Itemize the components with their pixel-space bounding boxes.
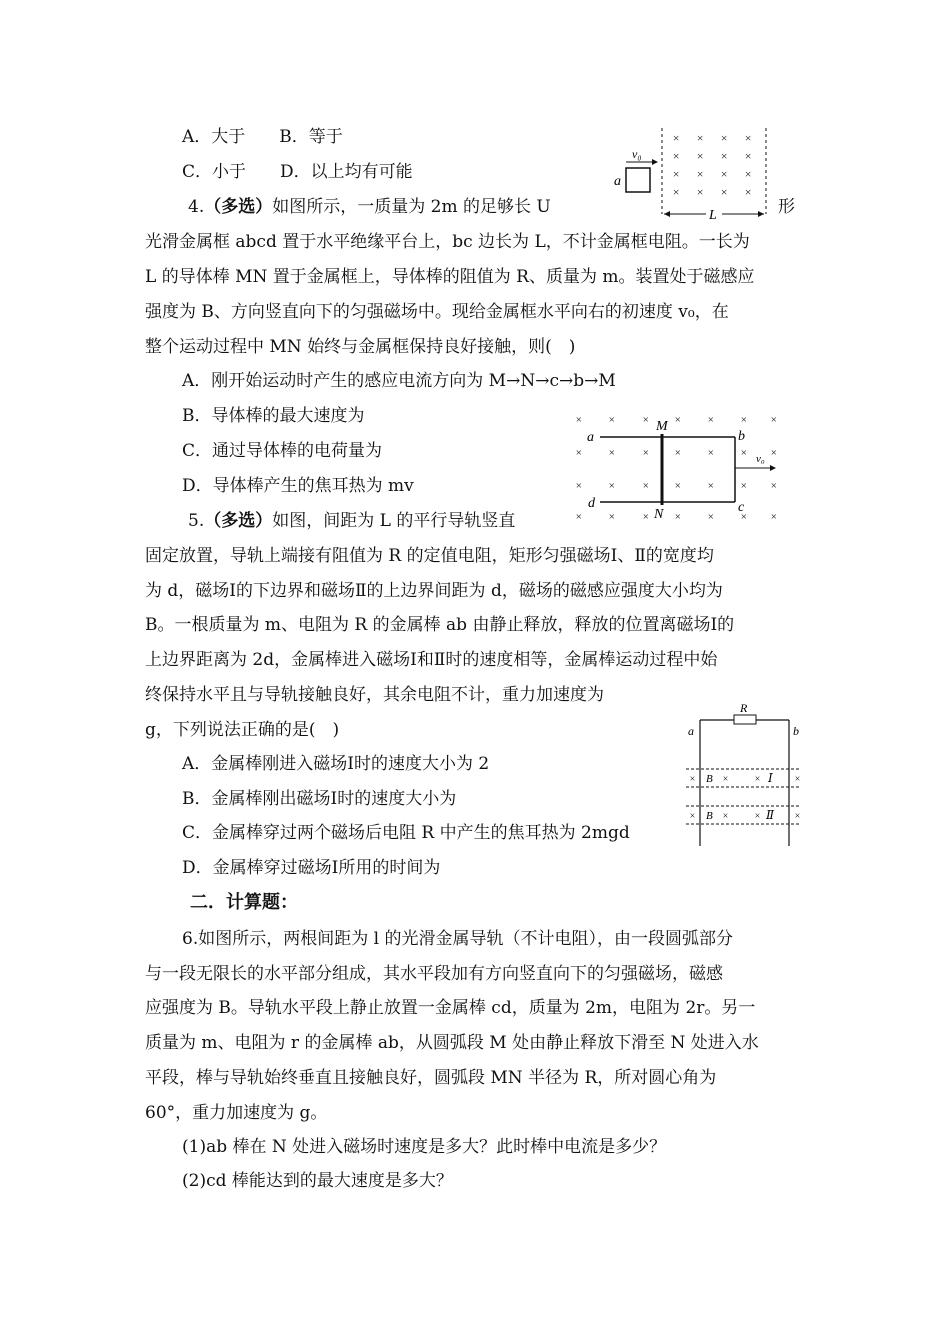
q5-option-b: B．金属棒刚出磁场Ⅰ时的速度大小为 <box>182 789 457 809</box>
figure-3-label-B2: B <box>706 810 713 822</box>
figure-3-label-field-1: Ⅰ <box>768 771 773 785</box>
q4-line-1-tail: 形 <box>778 197 795 217</box>
q4-line-1 <box>188 196 551 218</box>
q4-line-1-text: 如图所示，一质量为 2m 的足够长 U <box>272 197 551 217</box>
q4-option-b: B．导体棒的最大速度为 <box>182 406 365 426</box>
q6-line-4: 质量为 m、电阻为 r 的金属棒 ab，从圆弧段 M 处由静止释放下滑至 N 处进入水 <box>145 1033 759 1053</box>
field-marker-icon: × <box>707 414 715 426</box>
figure-2-label-c: c <box>738 500 745 515</box>
figure-3-label-B1: B <box>706 773 713 785</box>
q5-option-c: C．金属棒穿过两个磁场后电阻 R 中产生的焦耳热为 2mgd <box>182 823 630 843</box>
figure-3-label-R: R <box>740 701 748 715</box>
field-marker-icon: × <box>740 414 748 426</box>
q5-line-5: 上边界距离为 2d，金属棒进入磁场Ⅰ和Ⅱ时的速度相等，金属棒运动过程中始 <box>145 650 718 670</box>
q4-number: 4. <box>188 197 205 217</box>
field-marker-icon: × <box>720 185 729 199</box>
q5-line-1-text: 如图，间距为 L 的平行导轨竖直 <box>272 511 516 531</box>
field-marker-icon: × <box>696 149 705 163</box>
field-marker-icon: × <box>674 414 682 426</box>
field-marker-icon: × <box>707 447 715 459</box>
figure-1-magnetic-field <box>610 128 790 228</box>
q5-tag: （多选） <box>204 511 273 531</box>
q4-option-c: C．通过导体棒的电荷量为 <box>182 441 383 461</box>
field-marker-icon: × <box>696 185 705 199</box>
figure-2-label-b: b <box>738 429 745 444</box>
figure-2-label-M: M <box>656 419 668 434</box>
q4-line-3: L 的导体棒 MN 置于金属框上，导体棒的阻值为 R、质量为 m。装置处于磁感应 <box>145 267 755 287</box>
figure-3-vertical-rails <box>684 700 804 850</box>
q5-number: 5. <box>188 511 205 531</box>
field-marker-icon: × <box>642 447 650 459</box>
q6-sub-question-2: (2)cd 棒能达到的最大速度是多大？ <box>182 1171 453 1191</box>
field-marker-icon: × <box>744 131 753 145</box>
svg-text:×: × <box>754 811 761 822</box>
field-marker-icon: × <box>575 480 583 492</box>
field-marker-icon: × <box>642 414 650 426</box>
field-marker-icon: × <box>672 167 681 181</box>
figure-3-label-b: b <box>793 724 799 738</box>
field-marker-icon: × <box>642 480 650 492</box>
svg-text:×: × <box>794 774 801 785</box>
figure-1-label-v0: v₀ <box>632 147 642 161</box>
field-marker-icon: × <box>672 131 681 145</box>
q6-line-5: 平段，棒与导轨始终垂直且接触良好，圆弧段 MN 半径为 R，所对圆心角为 <box>145 1068 717 1088</box>
figure-3-label-a: a <box>688 724 694 738</box>
q5-line-3: 为 d，磁场Ⅰ的下边界和磁场Ⅱ的上边界间距为 d，磁场的磁感应强度大小均为 <box>145 581 723 601</box>
q4-tag: （多选） <box>204 197 273 217</box>
field-marker-icon: × <box>642 511 650 523</box>
figure-2-label-a: a <box>587 430 594 445</box>
q5-option-a: A．金属棒刚进入磁场Ⅰ时的速度大小为 2 <box>182 754 490 774</box>
svg-text:×: × <box>689 811 696 822</box>
field-marker-icon: × <box>696 131 705 145</box>
svg-text:×: × <box>794 811 801 822</box>
figure-1-label-L: L <box>709 208 717 223</box>
field-marker-icon: × <box>575 447 583 459</box>
field-marker-icon: × <box>674 511 682 523</box>
q6-line-2: 与一段无限长的水平部分组成，其水平段加有方向竖直向下的匀强磁场，磁感 <box>145 964 723 984</box>
svg-text:×: × <box>689 774 696 785</box>
field-marker-icon: × <box>672 149 681 163</box>
figure-3-label-field-2: Ⅱ <box>766 808 775 822</box>
field-marker-icon: × <box>696 167 705 181</box>
q6-line-6: 60°，重力加速度为 g。 <box>145 1103 328 1123</box>
field-marker-icon: × <box>770 414 778 426</box>
field-marker-icon: × <box>674 480 682 492</box>
field-marker-icon: × <box>720 131 729 145</box>
q4-line-5: 整个运动过程中 MN 始终与金属框保持良好接触，则( ) <box>145 337 576 357</box>
svg-text:×: × <box>754 774 761 785</box>
q5-option-d: D．金属棒穿过磁场Ⅰ所用的时间为 <box>182 858 441 878</box>
q5-line-6: 终保持水平且与导轨接触良好，其余电阻不计，重力加速度为 <box>145 685 604 705</box>
field-marker-icon: × <box>740 447 748 459</box>
field-marker-icon: × <box>674 447 682 459</box>
q5-line-7: g，下列说法正确的是( ) <box>145 720 340 740</box>
field-marker-icon: × <box>707 480 715 492</box>
field-marker-icon: × <box>575 414 583 426</box>
figure-2-label-v0: v₀ <box>756 453 765 465</box>
figure-2-label-d: d <box>588 496 595 511</box>
field-marker-icon: × <box>744 167 753 181</box>
figure-2-u-frame <box>570 410 785 525</box>
field-marker-icon: × <box>740 480 748 492</box>
field-marker-icon: × <box>744 149 753 163</box>
q6-line-3: 应强度为 B。导轨水平段上静止放置一金属棒 cd，质量为 2m，电阻为 2r。另一 <box>145 998 756 1018</box>
q4-line-4: 强度为 B、方向竖直向下的匀强磁场中。现给金属框水平向右的初速度 v₀，在 <box>145 302 729 322</box>
field-marker-icon: × <box>720 167 729 181</box>
q4-line-2: 光滑金属框 abcd 置于水平绝缘平台上，bc 边长为 L，不计金属框电阻。一长为 <box>145 232 750 252</box>
field-marker-icon: × <box>672 185 681 199</box>
q6-line-1: 6.如图所示，两根间距为 l 的光滑金属导轨（不计电阻），由一段圆弧部分 <box>182 929 733 949</box>
field-marker-icon: × <box>575 511 583 523</box>
section-2-title: 二．计算题： <box>190 892 298 913</box>
q3-options-row-2: C．小于 D．以上均有可能 <box>182 162 413 182</box>
q5-line-1 <box>188 510 515 532</box>
field-marker-icon: × <box>608 511 616 523</box>
field-marker-icon: × <box>770 511 778 523</box>
q5-line-4: B。一根质量为 m、电阻为 R 的金属棒 ab 由静止释放，释放的位置离磁场Ⅰ的 <box>145 615 735 635</box>
q6-sub-question-1: (1)ab 棒在 N 处进入磁场时速度是多大？此时棒中电流是多少？ <box>182 1137 667 1157</box>
field-marker-icon: × <box>707 511 715 523</box>
field-marker-icon: × <box>608 447 616 459</box>
field-marker-icon: × <box>608 414 616 426</box>
q5-line-2: 固定放置，导轨上端接有阻值为 R 的定值电阻，矩形匀强磁场Ⅰ、Ⅱ的宽度均 <box>145 546 714 566</box>
figure-2-label-N: N <box>654 507 664 522</box>
field-marker-icon: × <box>608 480 616 492</box>
q3-options-row-1: A．大于 B．等于 <box>182 127 343 147</box>
field-marker-icon: × <box>770 447 778 459</box>
field-marker-icon: × <box>770 480 778 492</box>
q4-option-a: A．刚开始运动时产生的感应电流方向为 M→N→c→b→M <box>182 371 616 391</box>
svg-text:×: × <box>722 774 729 785</box>
svg-text:×: × <box>722 811 729 822</box>
q4-option-d: D．导体棒产生的焦耳热为 mv <box>182 476 414 496</box>
field-marker-icon: × <box>744 185 753 199</box>
figure-1-label-a: a <box>614 174 621 189</box>
field-marker-icon: × <box>740 511 748 523</box>
field-marker-icon: × <box>720 149 729 163</box>
